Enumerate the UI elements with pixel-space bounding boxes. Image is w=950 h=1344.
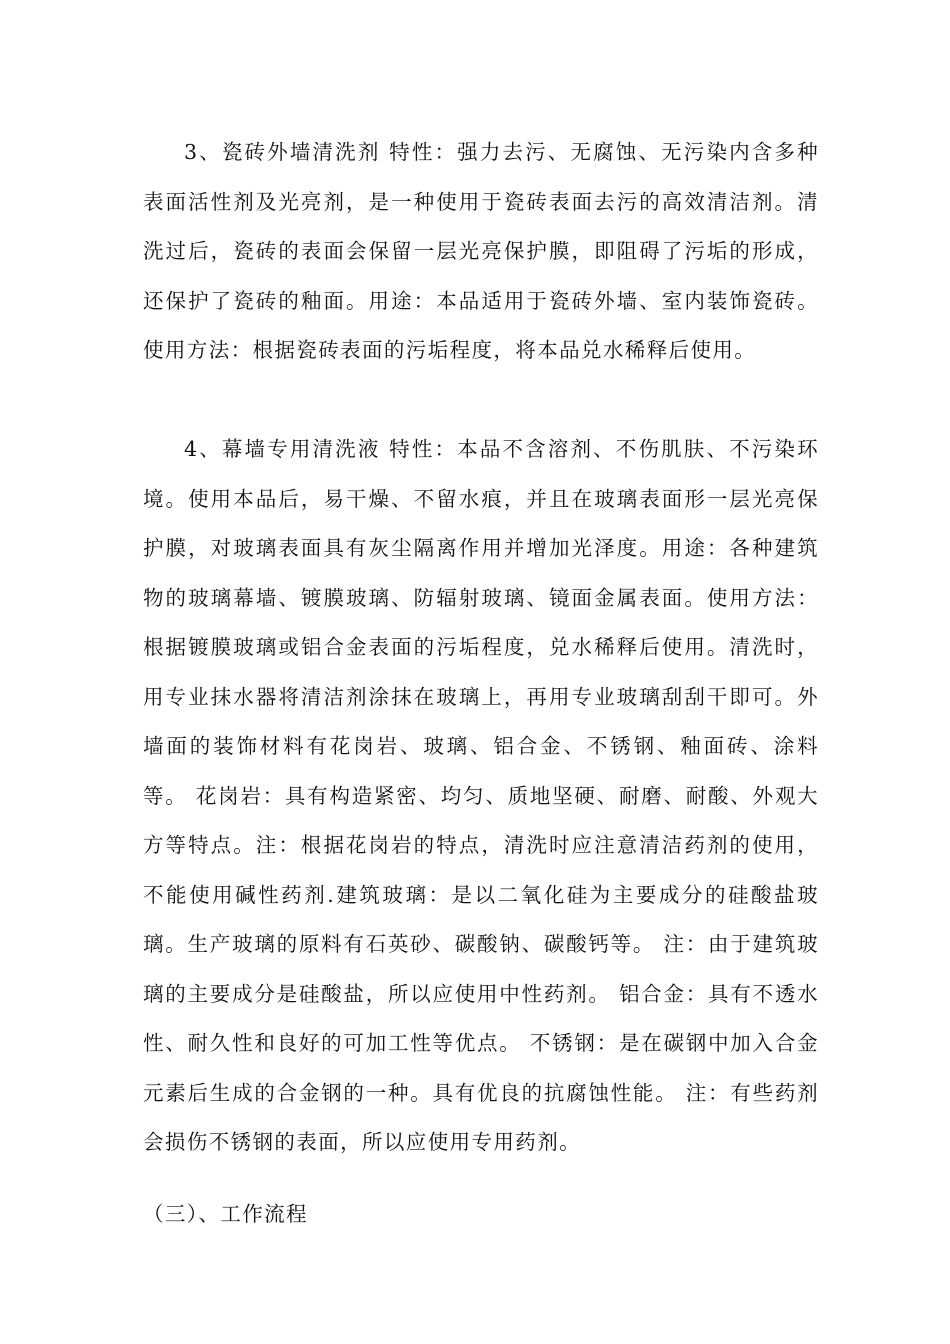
paragraph-curtain-wall-cleaner: 4、幕墙专用清洗液 特性：本品不含溶剂、不伤肌肤、不污染环境。使用本品后，易干燥、不留水痕，并且在玻璃表面形一层光亮保护膜，对玻璃表面具有灰尘隔离作用并增加光泽度。用途：各种建筑物的玻璃幕墙、镀膜玻璃、防辐射玻璃、镜面金属表面。使用方法：根据镀膜玻璃或铝合金表面的污垢程度，兑水稀释后使用。清洗时，用专业抹水器将清洁剂涂抹在玻璃上，再用专业玻璃刮刮干即可。外墙面的装饰材料有花岗岩、玻璃、铝合金、不锈钢、釉面砖、涂料等。 花岗岩：具有构造紧密、均匀、质地坚硬、耐磨、耐酸、外观大方等特点。注：根据花岗岩的特点，清洗时应注意清洁药剂的使用，不能使用碱性药剂.建筑玻璃：是以二氧化硅为主要成分的硅酸盐玻璃。生产玻璃的原料有石英砂、碳酸钠、碳酸钙等。 注：由于建筑玻璃的主要成分是硅酸盐，所以应使用中性药剂。 铝合金：具有不透水性、耐久性和良好的可加工性等优点。 不锈钢：是在碳钢中加入合金元素后生成的合金钢的一种。具有优良的抗腐蚀性能。 注：有些药剂会损伤不锈钢的表面，所以应使用专用药剂。 <box>143 437 819 1154</box>
paragraph-tile-cleaner: 3、瓷砖外墙清洗剂 特性：强力去污、无腐蚀、无污染内含多种表面活性剂及光亮剂，是一种使用于瓷砖表面去污的高效清洁剂。清洗过后，瓷砖的表面会保留一层光亮保护膜，即阻碍了污垢的形成，还保护了瓷砖的釉面。用途：本品适用于瓷砖外墙、室内装饰瓷砖。 使用方法：根据瓷砖表面的污垢程度，将本品兑水稀释后使用。 <box>143 140 819 362</box>
section-heading-workflow: （三）、工作流程 <box>143 1201 308 1226</box>
